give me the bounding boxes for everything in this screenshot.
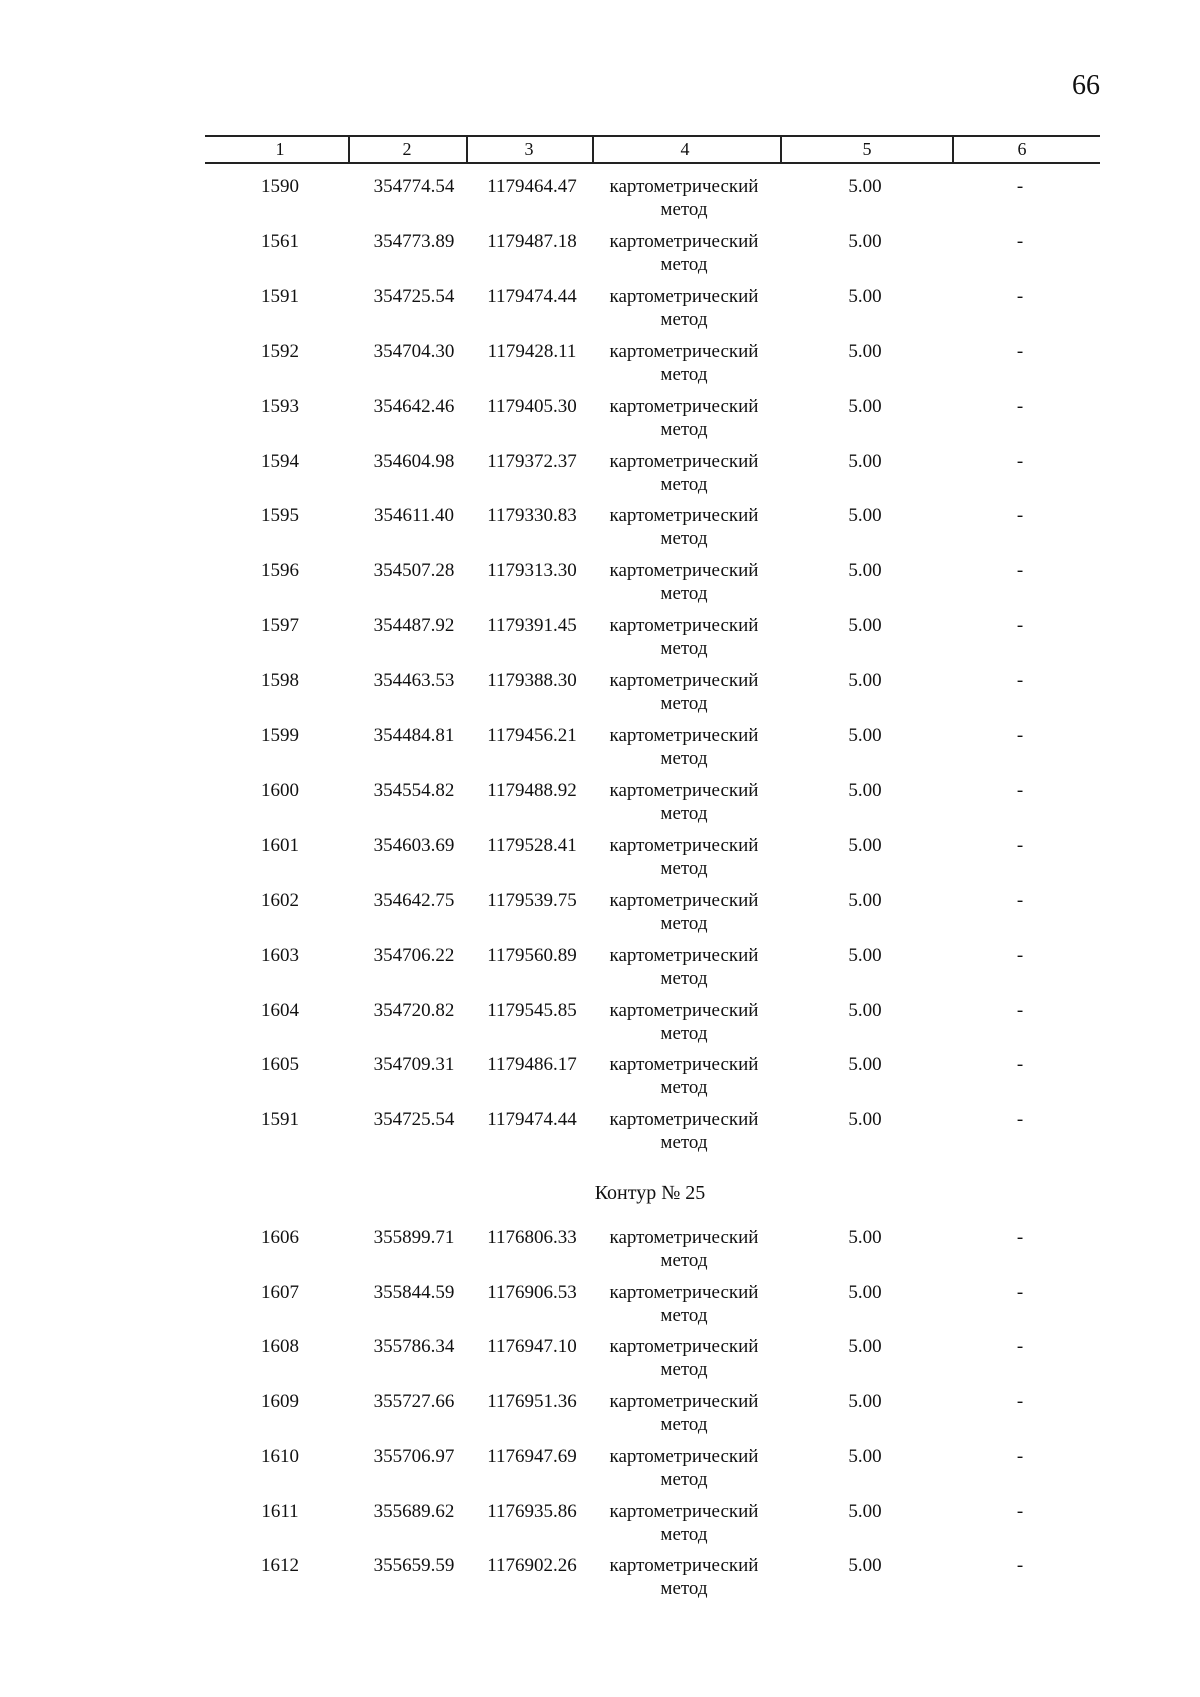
table-row — [0, 1445, 1200, 1495]
x-coordinate: 355899.71 — [373, 1227, 455, 1248]
y-coordinate: 1176935.86 — [487, 1500, 577, 1522]
x-coordinate: 355844.59 — [373, 1281, 455, 1303]
y-coordinate: 1179486.17 — [487, 1054, 577, 1076]
method: картометрический метод — [609, 615, 759, 660]
method: картометрический метод — [609, 889, 759, 934]
note: - — [1016, 1109, 1024, 1131]
column-header: 6 — [1017, 139, 1027, 159]
accuracy: 5.00 — [848, 176, 882, 197]
note: - — [1016, 670, 1024, 692]
header-bottom-border — [205, 162, 1100, 164]
method: картометрический метод — [609, 999, 759, 1044]
table-row — [0, 1554, 1200, 1604]
table-row — [0, 1281, 1200, 1331]
note: - — [1016, 1555, 1024, 1577]
note: - — [1016, 560, 1024, 582]
accuracy: 5.00 — [848, 1227, 882, 1248]
y-coordinate: 1179428.11 — [487, 340, 577, 362]
point-number: 1593 — [261, 395, 299, 417]
method: картометрический метод — [609, 450, 759, 495]
method: картометрический метод — [609, 1500, 759, 1545]
note: - — [1016, 505, 1024, 527]
point-number: 1603 — [261, 944, 299, 966]
point-number: 1590 — [261, 176, 299, 197]
table-row — [0, 724, 1200, 774]
note: - — [1016, 1281, 1024, 1303]
accuracy: 5.00 — [848, 999, 882, 1021]
table-row — [0, 285, 1200, 335]
method: картометрический метод — [609, 944, 759, 989]
note: - — [1016, 395, 1024, 417]
note: - — [1016, 889, 1024, 911]
method: картометрический метод — [609, 340, 759, 385]
y-coordinate: 1176902.26 — [487, 1555, 577, 1577]
y-coordinate: 1179313.30 — [487, 560, 577, 582]
y-coordinate: 1179405.30 — [487, 395, 577, 417]
method: картометрический метод — [609, 560, 759, 605]
point-number: 1601 — [261, 834, 299, 856]
table-row — [0, 669, 1200, 719]
note: - — [1016, 1054, 1024, 1076]
table-row — [0, 944, 1200, 994]
y-coordinate: 1179488.92 — [487, 779, 577, 801]
point-number: 1599 — [261, 725, 299, 746]
note: - — [1016, 450, 1024, 472]
accuracy: 5.00 — [848, 505, 882, 527]
point-number: 1611 — [261, 1500, 299, 1522]
column-header: 5 — [862, 139, 872, 159]
x-coordinate: 354725.54 — [373, 285, 455, 307]
x-coordinate: 354642.46 — [373, 395, 455, 417]
table-row — [0, 450, 1200, 500]
accuracy: 5.00 — [848, 560, 882, 582]
method: картометрический метод — [609, 505, 759, 550]
note: - — [1016, 230, 1024, 252]
y-coordinate: 1176951.36 — [487, 1391, 577, 1413]
y-coordinate: 1179372.37 — [487, 450, 577, 472]
table-row — [0, 614, 1200, 664]
note: - — [1016, 944, 1024, 966]
y-coordinate: 1179474.44 — [487, 1109, 577, 1131]
x-coordinate: 354725.54 — [373, 1109, 455, 1131]
y-coordinate: 1176906.53 — [487, 1281, 577, 1303]
point-number: 1605 — [261, 1054, 299, 1076]
y-coordinate: 1179487.18 — [487, 230, 577, 252]
accuracy: 5.00 — [848, 1391, 882, 1413]
note: - — [1016, 1391, 1024, 1413]
y-coordinate: 1179528.41 — [487, 834, 577, 856]
header-top-border — [205, 135, 1100, 137]
table-row — [0, 779, 1200, 829]
method: картометрический метод — [609, 1281, 759, 1326]
page-number: 66 — [1072, 70, 1100, 101]
note: - — [1016, 725, 1024, 746]
point-number: 1612 — [261, 1555, 299, 1577]
note: - — [1016, 615, 1024, 637]
point-number: 1610 — [261, 1445, 299, 1467]
table-row — [0, 1053, 1200, 1103]
x-coordinate: 355689.62 — [373, 1500, 455, 1522]
note: - — [1016, 1336, 1024, 1358]
point-number: 1608 — [261, 1336, 299, 1358]
y-coordinate: 1179391.45 — [487, 615, 577, 637]
y-coordinate: 1179545.85 — [487, 999, 577, 1021]
point-number: 1597 — [261, 615, 299, 637]
method: картометрический метод — [609, 176, 759, 220]
table-row — [0, 834, 1200, 884]
table-row — [0, 1226, 1200, 1276]
accuracy: 5.00 — [848, 1445, 882, 1467]
x-coordinate: 354642.75 — [373, 889, 455, 911]
x-coordinate: 354774.54 — [373, 176, 455, 197]
table-row — [0, 395, 1200, 445]
point-number: 1607 — [261, 1281, 299, 1303]
header-divider — [348, 135, 350, 163]
accuracy: 5.00 — [848, 1109, 882, 1131]
point-number: 1600 — [261, 779, 299, 801]
x-coordinate: 354554.82 — [373, 779, 455, 801]
x-coordinate: 355786.34 — [373, 1336, 455, 1358]
point-number: 1595 — [261, 505, 299, 527]
table-row — [0, 1500, 1200, 1550]
table-row — [0, 504, 1200, 554]
method: картометрический метод — [609, 834, 759, 879]
column-header: 1 — [275, 139, 285, 159]
point-number: 1606 — [261, 1227, 299, 1248]
method: картометрический метод — [609, 1109, 759, 1154]
point-number: 1604 — [261, 999, 299, 1021]
point-number: 1561 — [261, 230, 299, 252]
method: картометрический метод — [609, 1445, 759, 1490]
x-coordinate: 354706.22 — [373, 944, 455, 966]
table-row — [0, 999, 1200, 1049]
point-number: 1596 — [261, 560, 299, 582]
y-coordinate: 1179456.21 — [487, 725, 577, 746]
x-coordinate: 354507.28 — [373, 560, 455, 582]
x-coordinate: 354720.82 — [373, 999, 455, 1021]
note: - — [1016, 999, 1024, 1021]
table-row — [0, 889, 1200, 939]
x-coordinate: 355659.59 — [373, 1555, 455, 1577]
y-coordinate: 1176806.33 — [487, 1227, 577, 1248]
accuracy: 5.00 — [848, 1500, 882, 1522]
y-coordinate: 1179560.89 — [487, 944, 577, 966]
note: - — [1016, 779, 1024, 801]
column-header: 4 — [680, 139, 690, 159]
column-header: 3 — [524, 139, 534, 159]
y-coordinate: 1176947.69 — [487, 1445, 577, 1467]
note: - — [1016, 176, 1024, 197]
x-coordinate: 354709.31 — [373, 1054, 455, 1076]
note: - — [1016, 1445, 1024, 1467]
accuracy: 5.00 — [848, 670, 882, 692]
accuracy: 5.00 — [848, 615, 882, 637]
accuracy: 5.00 — [848, 340, 882, 362]
accuracy: 5.00 — [848, 834, 882, 856]
accuracy: 5.00 — [848, 889, 882, 911]
y-coordinate: 1176947.10 — [487, 1336, 577, 1358]
note: - — [1016, 340, 1024, 362]
x-coordinate: 354484.81 — [373, 725, 455, 746]
method: картометрический метод — [609, 285, 759, 330]
method: картометрический метод — [609, 1227, 759, 1271]
header-divider — [466, 135, 468, 163]
note: - — [1016, 285, 1024, 307]
table-row — [0, 1390, 1200, 1440]
x-coordinate: 355706.97 — [373, 1445, 455, 1467]
table-row — [0, 1108, 1200, 1158]
point-number: 1592 — [261, 340, 299, 362]
x-coordinate: 355727.66 — [373, 1391, 455, 1413]
note: - — [1016, 1500, 1024, 1522]
table-row — [0, 1335, 1200, 1385]
section-title: Контур № 25 — [594, 1182, 706, 1204]
y-coordinate: 1179330.83 — [487, 505, 577, 527]
point-number: 1591 — [261, 285, 299, 307]
method: картометрический метод — [609, 779, 759, 824]
accuracy: 5.00 — [848, 1336, 882, 1358]
method: картометрический метод — [609, 725, 759, 769]
x-coordinate: 354487.92 — [373, 615, 455, 637]
point-number: 1591 — [261, 1109, 299, 1131]
accuracy: 5.00 — [848, 1054, 882, 1076]
method: картометрический метод — [609, 230, 759, 275]
point-number: 1594 — [261, 450, 299, 472]
header-divider — [952, 135, 954, 163]
accuracy: 5.00 — [848, 395, 882, 417]
table-row — [0, 340, 1200, 390]
method: картометрический метод — [609, 1391, 759, 1436]
table-row — [0, 175, 1200, 225]
accuracy: 5.00 — [848, 230, 882, 252]
accuracy: 5.00 — [848, 285, 882, 307]
method: картометрический метод — [609, 670, 759, 715]
x-coordinate: 354773.89 — [373, 230, 455, 252]
note: - — [1016, 1227, 1024, 1248]
x-coordinate: 354463.53 — [373, 670, 455, 692]
note: - — [1016, 834, 1024, 856]
accuracy: 5.00 — [848, 450, 882, 472]
table-row — [0, 230, 1200, 280]
table-row — [0, 559, 1200, 609]
x-coordinate: 354604.98 — [373, 450, 455, 472]
point-number: 1602 — [261, 889, 299, 911]
method: картометрический метод — [609, 1555, 759, 1600]
y-coordinate: 1179474.44 — [487, 285, 577, 307]
y-coordinate: 1179464.47 — [487, 176, 577, 197]
accuracy: 5.00 — [848, 725, 882, 746]
point-number: 1598 — [261, 670, 299, 692]
column-header: 2 — [402, 139, 412, 159]
accuracy: 5.00 — [848, 1281, 882, 1303]
accuracy: 5.00 — [848, 779, 882, 801]
method: картометрический метод — [609, 1054, 759, 1099]
header-divider — [780, 135, 782, 163]
method: картометрический метод — [609, 395, 759, 440]
x-coordinate: 354704.30 — [373, 340, 455, 362]
y-coordinate: 1179388.30 — [487, 670, 577, 692]
y-coordinate: 1179539.75 — [487, 889, 577, 911]
x-coordinate: 354603.69 — [373, 834, 455, 856]
point-number: 1609 — [261, 1391, 299, 1413]
x-coordinate: 354611.40 — [373, 505, 455, 527]
accuracy: 5.00 — [848, 1555, 882, 1577]
accuracy: 5.00 — [848, 944, 882, 966]
method: картометрический метод — [609, 1336, 759, 1381]
header-divider — [592, 135, 594, 163]
